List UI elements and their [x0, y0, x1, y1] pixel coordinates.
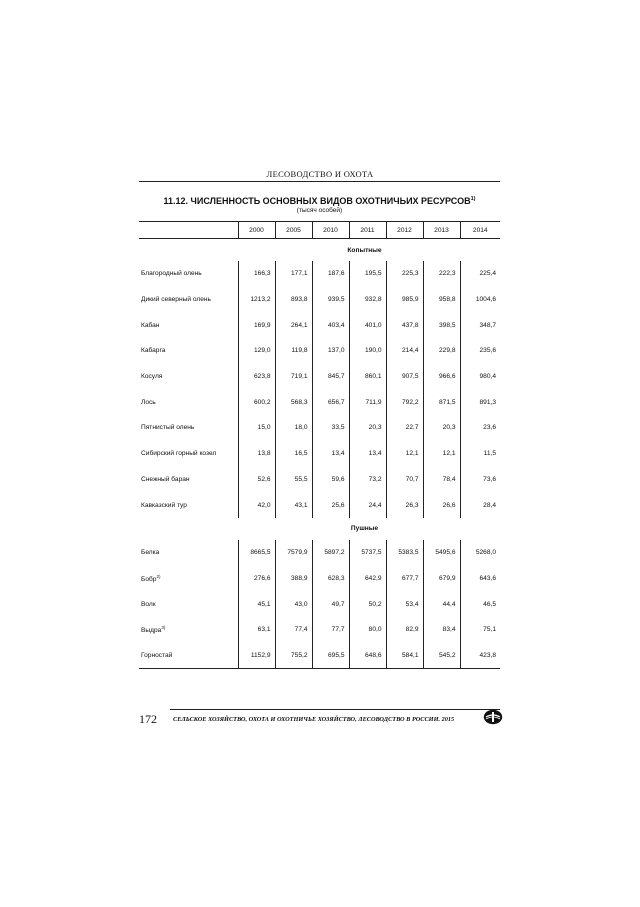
value-cell: 129,0: [238, 338, 275, 364]
row-label-cell: [139, 467, 238, 493]
year-header: 2011: [349, 222, 386, 239]
value-cell: 656,7: [312, 389, 349, 415]
value-cell: 44,4: [423, 591, 460, 617]
value-cell: 939,5: [312, 287, 349, 313]
value-cell: 119,8: [275, 338, 312, 364]
value-cell: 222,3: [423, 261, 460, 287]
value-cell: 1152,9: [238, 643, 275, 669]
value-cell: 628,3: [312, 566, 349, 592]
section-title-cell: [139, 239, 500, 262]
row-footnote: 2): [156, 573, 161, 579]
value-cell: 15,0: [238, 415, 275, 441]
value-cell: 82,9: [386, 617, 423, 643]
row-label-cell: [139, 591, 238, 617]
value-cell: 24,4: [349, 492, 386, 518]
row-label-cell: [139, 364, 238, 390]
value-cell: 45,1: [238, 591, 275, 617]
value-cell: 77,4: [275, 617, 312, 643]
value-cell: 679,9: [423, 566, 460, 592]
value-cell: 49,7: [312, 591, 349, 617]
row-label-cell: [139, 540, 238, 566]
value-cell: 18,0: [275, 415, 312, 441]
value-cell: 50,2: [349, 591, 386, 617]
value-cell: 403,4: [312, 312, 349, 338]
year-header: 2014: [460, 222, 500, 239]
value-cell: 711,9: [349, 389, 386, 415]
value-cell: 860,1: [349, 364, 386, 390]
row-label: Горностай: [141, 651, 173, 659]
value-cell: 137,0: [312, 338, 349, 364]
value-cell: 33,5: [312, 415, 349, 441]
section-title: Пушные: [350, 525, 379, 533]
row-label: Снежный баран: [141, 475, 190, 483]
value-cell: 225,3: [386, 261, 423, 287]
table-row: [139, 364, 500, 390]
value-cell: 648,6: [349, 643, 386, 669]
value-cell: 623,8: [238, 364, 275, 390]
value-cell: 26,6: [423, 492, 460, 518]
value-cell: 398,5: [423, 312, 460, 338]
row-label-cell: [139, 312, 238, 338]
value-cell: 11,5: [460, 441, 500, 467]
footer-rule: [170, 709, 500, 710]
row-label: Лось: [141, 398, 156, 406]
value-cell: 23,6: [460, 415, 500, 441]
value-cell: 229,8: [423, 338, 460, 364]
table-row: [139, 287, 500, 313]
value-cell: 78,4: [423, 467, 460, 493]
value-cell: 677,7: [386, 566, 423, 592]
row-label: Выдра: [141, 627, 162, 635]
page-number: 172: [139, 712, 157, 726]
table-row: [139, 415, 500, 441]
value-cell: 871,5: [423, 389, 460, 415]
value-cell: 235,6: [460, 338, 500, 364]
value-cell: 42,0: [238, 492, 275, 518]
row-label: Бобр: [141, 576, 157, 583]
value-cell: 568,3: [275, 389, 312, 415]
value-cell: 225,4: [460, 261, 500, 287]
value-cell: 755,2: [275, 643, 312, 669]
section-title: Копытные: [347, 246, 382, 254]
table-row: [139, 591, 500, 617]
table-row: [139, 312, 500, 338]
value-cell: 792,2: [386, 389, 423, 415]
value-cell: 73,2: [349, 467, 386, 493]
value-cell: 46,5: [460, 591, 500, 617]
value-cell: 20,3: [423, 415, 460, 441]
value-cell: 932,8: [349, 287, 386, 313]
value-cell: 52,6: [238, 467, 275, 493]
table-row: [139, 492, 500, 518]
value-cell: 70,7: [386, 467, 423, 493]
value-cell: 8665,5: [238, 540, 275, 566]
value-cell: 1213,2: [238, 287, 275, 313]
row-label: Волк: [141, 600, 156, 608]
value-cell: 12,1: [423, 441, 460, 467]
value-cell: 214,4: [386, 338, 423, 364]
table-row: [139, 643, 500, 669]
value-cell: 5268,0: [460, 540, 500, 566]
row-label-cell: [139, 389, 238, 415]
value-cell: 276,6: [238, 566, 275, 592]
section-row: [139, 518, 500, 540]
value-cell: 5383,5: [386, 540, 423, 566]
year-header: 2012: [386, 222, 423, 239]
value-cell: 166,3: [238, 261, 275, 287]
row-label: Косуля: [141, 373, 163, 381]
value-cell: 16,5: [275, 441, 312, 467]
value-cell: 600,2: [238, 389, 275, 415]
row-label: Пятнистый олень: [141, 424, 195, 432]
row-label-cell: [139, 617, 238, 643]
table-title: [139, 196, 500, 206]
value-cell: 264,1: [275, 312, 312, 338]
table-row: [139, 389, 500, 415]
rosstat-logo-icon: [483, 709, 503, 725]
value-cell: 26,3: [386, 492, 423, 518]
table-row: [139, 261, 500, 287]
row-label: Белка: [141, 549, 160, 557]
value-cell: 177,1: [275, 261, 312, 287]
section-title-cell: [139, 518, 500, 540]
year-header: 2005: [275, 222, 312, 239]
row-label-cell: [139, 415, 238, 441]
value-cell: 907,5: [386, 364, 423, 390]
value-cell: 1004,6: [460, 287, 500, 313]
table-row: [139, 566, 500, 592]
row-label: Кабарга: [141, 347, 166, 355]
data-table: [139, 221, 500, 669]
row-label-cell: [139, 643, 238, 669]
row-footnote: 3): [161, 625, 166, 631]
value-cell: 43,0: [275, 591, 312, 617]
value-cell: 53,4: [386, 591, 423, 617]
value-cell: 169,9: [238, 312, 275, 338]
value-cell: 423,8: [460, 643, 500, 669]
section-row: [139, 239, 500, 262]
value-cell: 643,6: [460, 566, 500, 592]
row-label: Дикий северный олень: [141, 296, 211, 304]
value-cell: 77,7: [312, 617, 349, 643]
value-cell: 401,0: [349, 312, 386, 338]
value-cell: 73,6: [460, 467, 500, 493]
value-cell: 59,6: [312, 467, 349, 493]
row-label: Кабан: [141, 321, 160, 329]
value-cell: 7579,9: [275, 540, 312, 566]
row-label-cell: [139, 566, 238, 592]
value-cell: 13,4: [349, 441, 386, 467]
year-header: 2000: [238, 222, 275, 239]
row-label-cell: [139, 492, 238, 518]
value-cell: 980,4: [460, 364, 500, 390]
row-label: Кавказский тур: [141, 501, 187, 509]
year-header: 2013: [423, 222, 460, 239]
value-cell: 12,1: [386, 441, 423, 467]
value-cell: 187,6: [312, 261, 349, 287]
value-cell: 5897,2: [312, 540, 349, 566]
value-cell: 719,1: [275, 364, 312, 390]
table-row: [139, 617, 500, 643]
value-cell: 845,7: [312, 364, 349, 390]
value-cell: 22,7: [386, 415, 423, 441]
value-cell: 966,6: [423, 364, 460, 390]
value-cell: 388,9: [275, 566, 312, 592]
table-body: [139, 239, 500, 669]
book-title: СЕЛЬСКОЕ ХОЗЯЙСТВО, ОХОТА И ОХОТНИЧЬЕ ХОЗЯЙСТВО, ЛЕСОВОДСТВО В РОССИИ. 2015: [173, 716, 455, 723]
value-cell: 25,6: [312, 492, 349, 518]
value-cell: 195,5: [349, 261, 386, 287]
value-cell: 63,1: [238, 617, 275, 643]
value-cell: 5495,6: [423, 540, 460, 566]
table-units: (тысяч особей): [296, 207, 343, 214]
value-cell: 891,3: [460, 389, 500, 415]
table-row: [139, 540, 500, 566]
value-cell: 958,8: [423, 287, 460, 313]
value-cell: 985,9: [386, 287, 423, 313]
table-row: [139, 338, 500, 364]
value-cell: 28,4: [460, 492, 500, 518]
row-label: Сибирский горный козел: [141, 450, 217, 458]
value-cell: 43,1: [275, 492, 312, 518]
header-row: [139, 222, 500, 239]
value-cell: 584,1: [386, 643, 423, 669]
value-cell: 13,8: [238, 441, 275, 467]
table-row: [139, 467, 500, 493]
value-cell: 5737,5: [349, 540, 386, 566]
value-cell: 348,7: [460, 312, 500, 338]
row-label-cell: [139, 261, 238, 287]
row-label-cell: [139, 338, 238, 364]
row-label: Благородный олень: [141, 270, 202, 278]
value-cell: 190,0: [349, 338, 386, 364]
value-cell: 695,5: [312, 643, 349, 669]
value-cell: 545,2: [423, 643, 460, 669]
value-cell: 55,5: [275, 467, 312, 493]
value-cell: 437,8: [386, 312, 423, 338]
header-rule: [139, 181, 500, 182]
value-cell: 80,0: [349, 617, 386, 643]
value-cell: 13,4: [312, 441, 349, 467]
row-label-cell: [139, 441, 238, 467]
value-cell: 83,4: [423, 617, 460, 643]
table-row: [139, 441, 500, 467]
running-title: ЛЕСОВОДСТВО И ОХОТА: [266, 169, 374, 179]
table-title-footnote: 1): [470, 196, 476, 202]
row-label-cell: [139, 287, 238, 313]
value-cell: 20,3: [349, 415, 386, 441]
header-blank: [139, 222, 238, 239]
value-cell: 642,9: [349, 566, 386, 592]
year-header: 2010: [312, 222, 349, 239]
table-title-text: 11.12. ЧИСЛЕННОСТЬ ОСНОВНЫХ ВИДОВ ОХОТНИЧЬИХ РЕСУРСОВ: [163, 196, 471, 206]
value-cell: 893,8: [275, 287, 312, 313]
value-cell: 75,1: [460, 617, 500, 643]
